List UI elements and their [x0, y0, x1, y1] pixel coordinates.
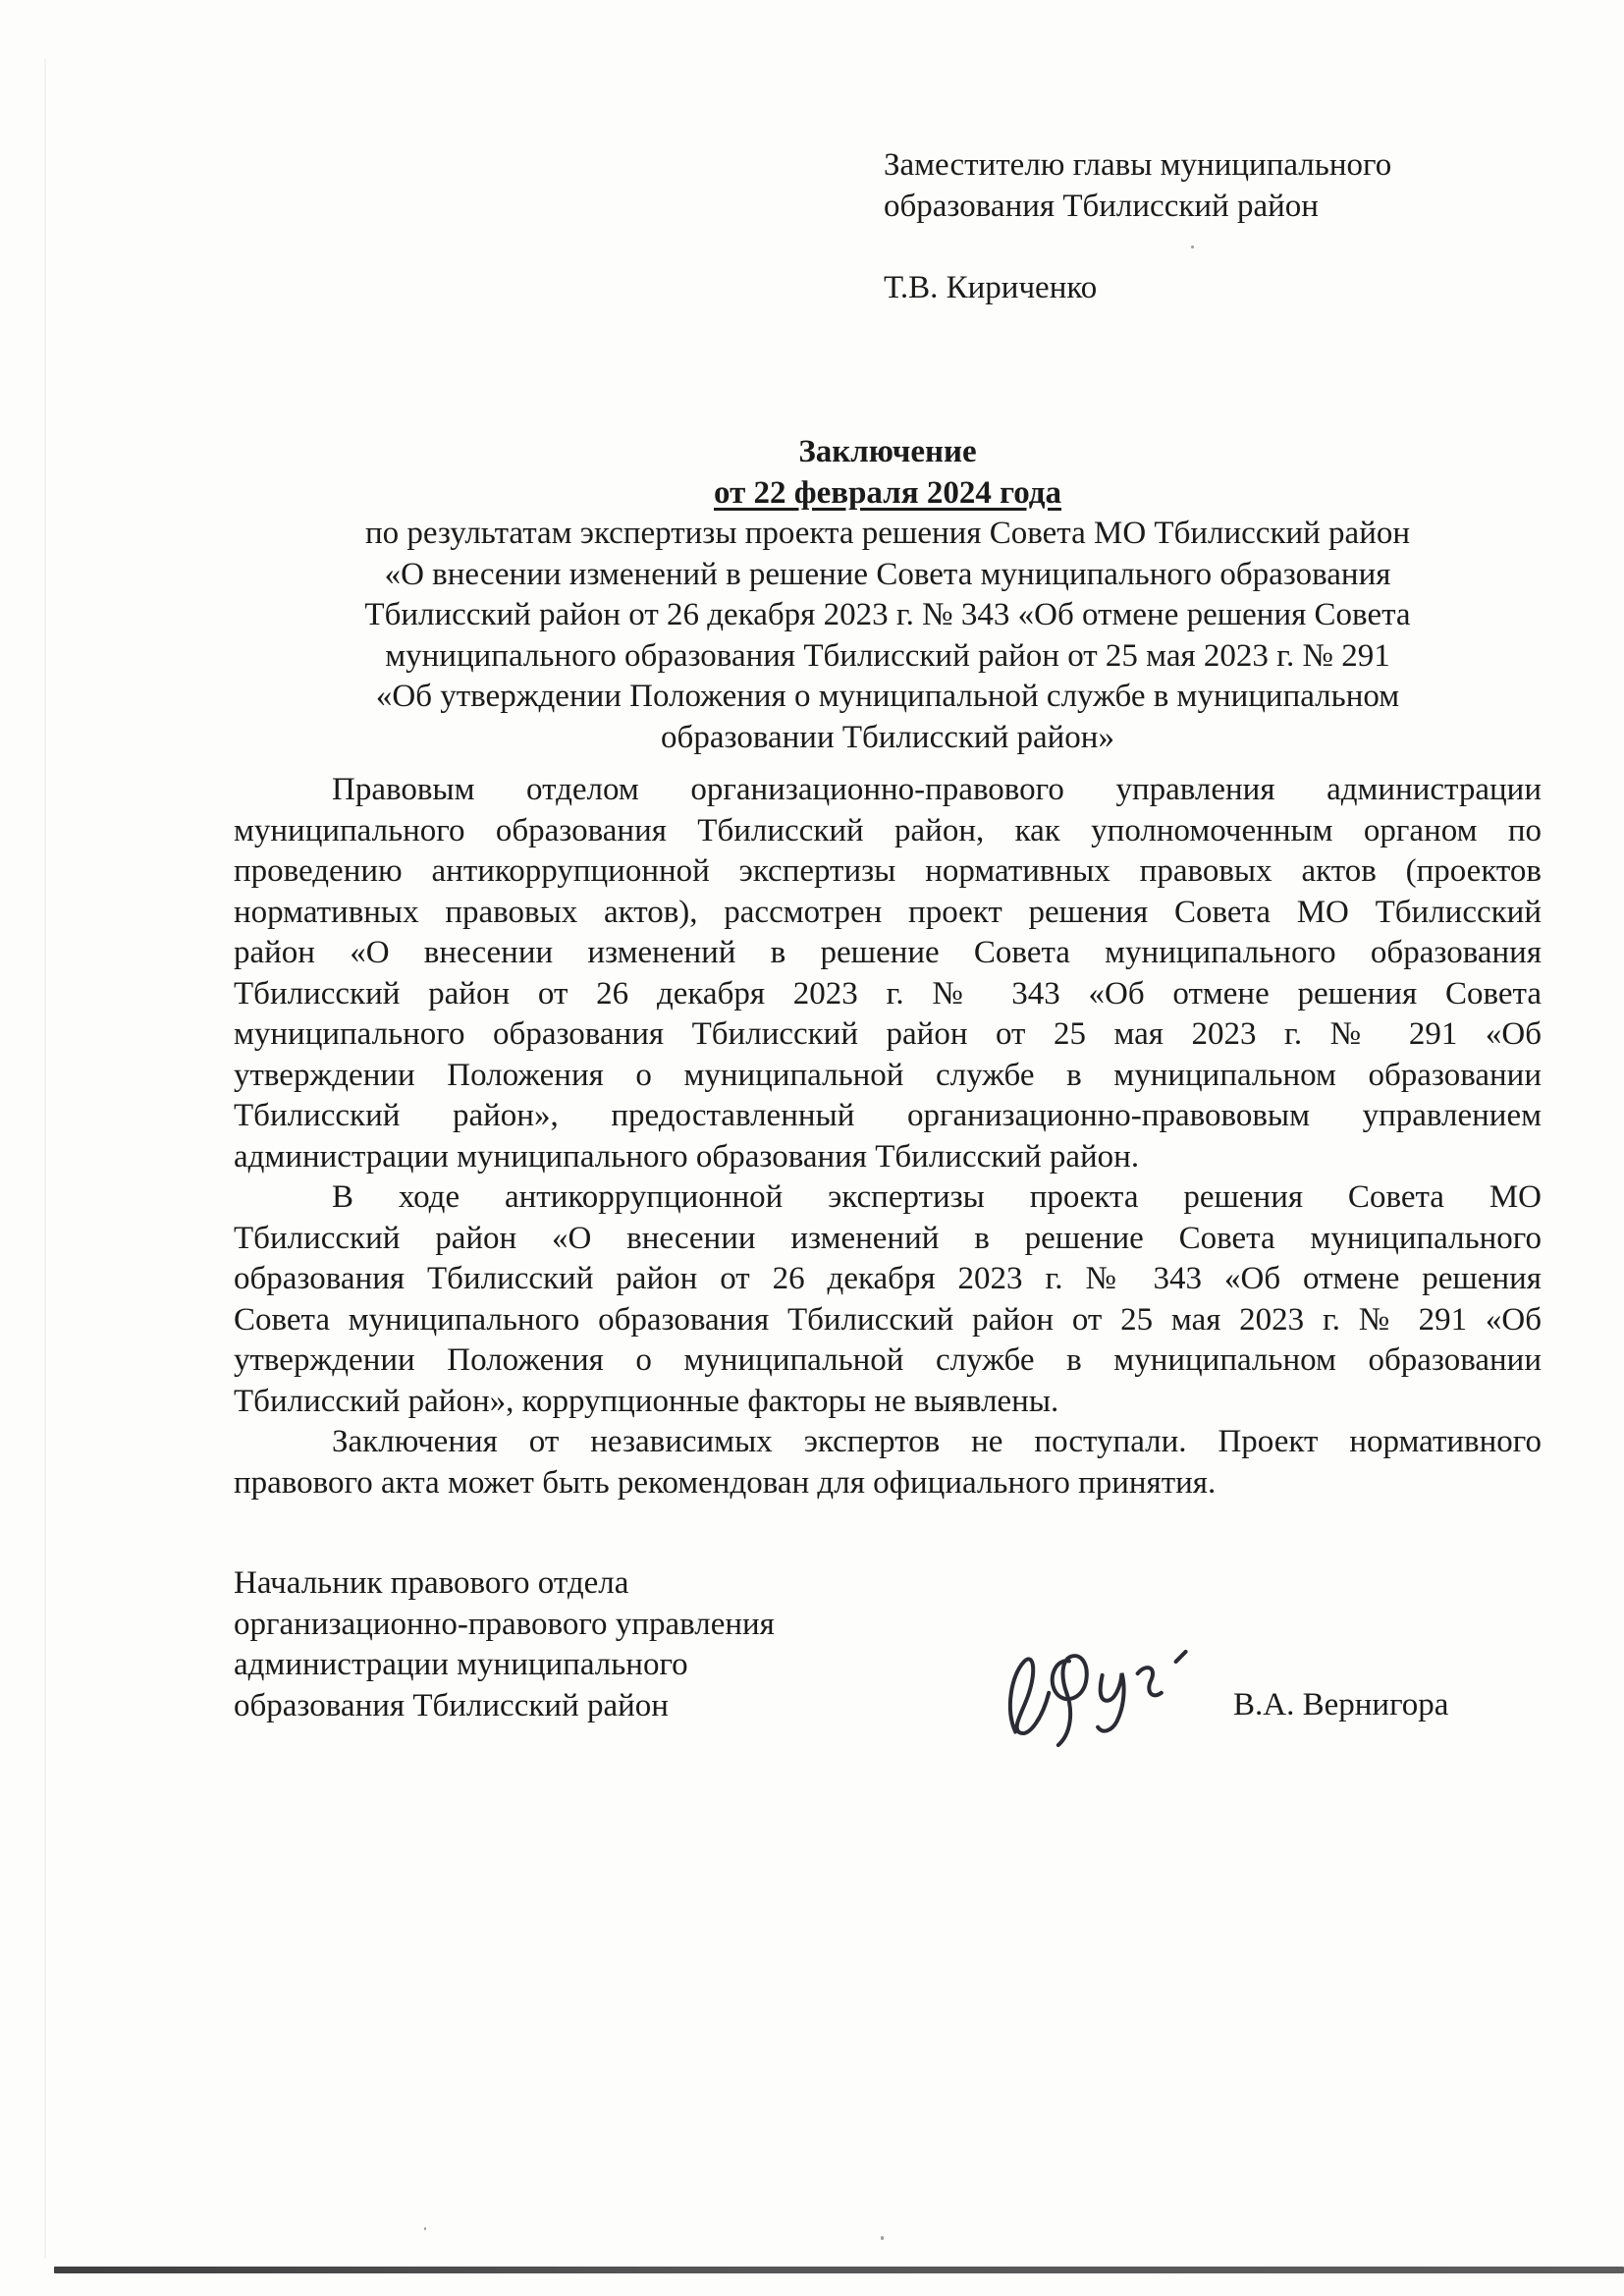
document-date: от 22 февраля 2024 года — [714, 474, 1061, 511]
signer-position-line: Начальник правового отдела — [234, 1565, 629, 1601]
paragraph — [234, 1177, 1542, 1422]
recipient-name: Т.В. Кириченко — [884, 269, 1098, 305]
body-line: утверждении Положения о муниципальной службе в муниципальном образовании — [234, 1342, 1542, 1378]
recipient-block — [884, 145, 1512, 308]
title-block — [234, 432, 1542, 758]
body-line: проведению антикоррупционной экспертизы нормативных правовых актов (проектов — [234, 853, 1542, 889]
body-line: муниципального образования Тбилисский район, как уполномоченным органом по — [234, 812, 1542, 848]
signature-block — [234, 1563, 1542, 1819]
body-line: Тбилисский район», предоставленный организационно-правововым управлением — [234, 1098, 1542, 1133]
signer-position-line: образования Тбилисский район — [234, 1687, 669, 1723]
title-subject-line: «О внесении изменений в решение Совета муниципального образования — [384, 556, 1391, 592]
signer-position-line: организационно-правового управления — [234, 1606, 775, 1642]
body-line: правового акта может быть рекомендован для официального принятия. — [234, 1464, 1217, 1501]
body-line: Тбилисский район от 26 декабря 2023 г. № 343 «Об отмене решения Совета — [234, 975, 1542, 1011]
body-line: Правовым отделом организационно-правового управления администрации — [332, 772, 1542, 807]
body-text — [234, 770, 1542, 1503]
scan-edge-band — [54, 2267, 1624, 2273]
title-subject-line: по результатам экспертизы проекта решения Совета МО Тбилисский район — [364, 516, 1411, 551]
body-line: нормативных правовых актов), рассмотрен проект решения Совета МО Тбилисский — [234, 894, 1542, 930]
paragraph — [234, 770, 1542, 1177]
scan-speck — [1191, 246, 1194, 248]
body-line: Тбилисский район «О внесении изменений в решение Совета муниципального — [234, 1220, 1542, 1256]
title-subject-line: муниципального образования Тбилисский район от 25 мая 2023 г. № 291 — [385, 637, 1390, 674]
body-line: утверждении Положения о муниципальной службе в муниципальном образовании — [234, 1057, 1542, 1093]
recipient-line: Заместителю главы муниципального — [884, 147, 1392, 183]
scan-line-artifact — [44, 59, 46, 2259]
body-line: Заключения от независимых экспертов не поступали. Проект нормативного — [332, 1424, 1542, 1459]
scan-speck — [881, 2236, 884, 2240]
signer-name: В.А. Вернигора — [1233, 1687, 1449, 1722]
signer-position-line: администрации муниципального — [234, 1647, 688, 1682]
title-subject-line: «Об утверждении Положения о муниципальной службе в муниципальном — [375, 679, 1400, 714]
body-line: район «О внесении изменений в решение Совета муниципального образования — [234, 935, 1542, 970]
scan-speck — [424, 2227, 426, 2230]
body-line: Совета муниципального образования Тбилисский район от 25 мая 2023 г. № 291 «Об — [234, 1301, 1542, 1338]
paragraph — [234, 1422, 1542, 1503]
document-title: Заключение — [798, 434, 977, 469]
body-line: образования Тбилисский район от 26 декабря 2023 г. № 343 «Об отмене решения — [234, 1261, 1542, 1296]
title-subject-line: образовании Тбилисский район» — [661, 719, 1114, 755]
body-line: В ходе антикоррупционной экспертизы проекта решения Совета МО — [332, 1179, 1542, 1215]
handwritten-signature — [984, 1613, 1221, 1763]
body-line: муниципального образования Тбилисский район от 25 мая 2023 г. № 291 «Об — [234, 1016, 1542, 1052]
body-line: администрации муниципального образования Тбилисский район. — [234, 1138, 1140, 1175]
title-subject-line: Тбилисский район от 26 декабря 2023 г. № 343 «Об отмене решения Совета — [364, 597, 1411, 632]
body-line: Тбилисский район», коррупционные факторы не выявлены. — [234, 1383, 1059, 1419]
recipient-line: образования Тбилисский район — [884, 188, 1319, 224]
